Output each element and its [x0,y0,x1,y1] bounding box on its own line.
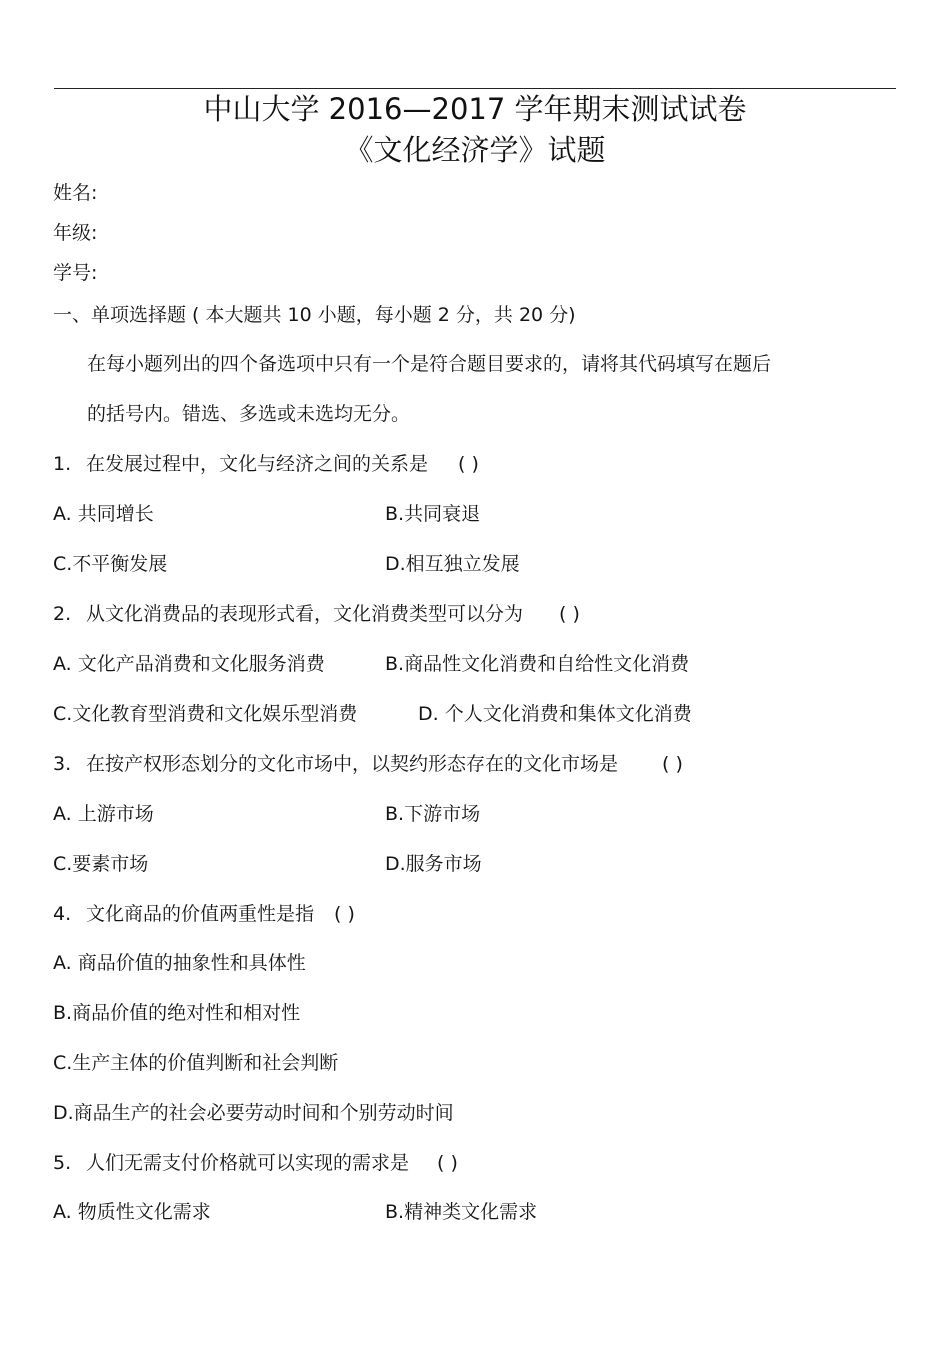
option-b: B.共同衰退 [385,503,481,525]
question-2 [53,602,580,626]
question-5 [53,1151,458,1175]
question-number: 2. [53,603,72,625]
answer-bracket: ( ) [437,1152,458,1174]
question-1 [53,452,479,476]
option-a: A. 上游市场 [53,803,154,825]
answer-bracket: ( ) [458,453,479,475]
option-a: A. 商品价值的抽象性和具体性 [53,952,306,974]
option-d: D.相互独立发展 [385,553,520,575]
question-stem: 人们无需支付价格就可以实现的需求是 [86,1152,410,1174]
question-3 [53,752,683,776]
option-c: C.生产主体的价值判断和社会判断 [53,1052,339,1074]
option-a: A. 物质性文化需求 [53,1201,211,1223]
option-d: D. 个人文化消费和集体文化消费 [418,703,692,725]
student-id-label: 学号: [53,262,98,284]
answer-bracket: ( ) [662,753,683,775]
option-a: A. 共同增长 [53,503,154,525]
section-instruction-line1: 在每小题列出的四个备选项中只有一个是符合题目要求的，请将其代码填写在题后 [87,353,772,375]
option-c: C.要素市场 [53,853,149,875]
option-d: D.商品生产的社会必要劳动时间和个别劳动时间 [53,1102,454,1124]
answer-bracket: ( ) [334,903,355,925]
option-c: C.不平衡发展 [53,553,168,575]
question-number: 4. [53,903,72,925]
option-b: B.精神类文化需求 [385,1201,538,1223]
question-number: 5. [53,1152,72,1174]
answer-bracket: ( ) [559,603,580,625]
name-label: 姓名: [53,182,98,204]
question-number: 1. [53,453,72,475]
question-stem: 在按产权形态划分的文化市场中，以契约形态存在的文化市场是 [86,753,619,775]
question-stem: 文化商品的价值两重性是指 [86,903,315,925]
option-d: D.服务市场 [385,853,482,875]
option-c: C.文化教育型消费和文化娱乐型消费 [53,703,358,725]
question-number: 3. [53,753,72,775]
exam-title: 中山大学 2016—2017 学年期末测试试卷 [203,92,747,126]
exam-subtitle: 《文化经济学》试题 [344,133,606,167]
option-a: A. 文化产品消费和文化服务消费 [53,653,325,675]
header-rule [54,88,896,89]
option-b: B.下游市场 [385,803,481,825]
question-stem: 从文化消费品的表现形式看，文化消费类型可以分为 [86,603,524,625]
section-instruction-line2: 的括号内。错选、多选或未选均无分。 [87,403,411,425]
question-stem: 在发展过程中，文化与经济之间的关系是 [86,453,429,475]
section-heading: 一、单项选择题 ( 本大题共 10 小题，每小题 2 分，共 20 分) [53,304,576,326]
option-b: B.商品性文化消费和自给性文化消费 [385,653,690,675]
question-4 [53,902,355,926]
grade-label: 年级: [53,222,98,244]
option-b: B.商品价值的绝对性和相对性 [53,1002,301,1024]
